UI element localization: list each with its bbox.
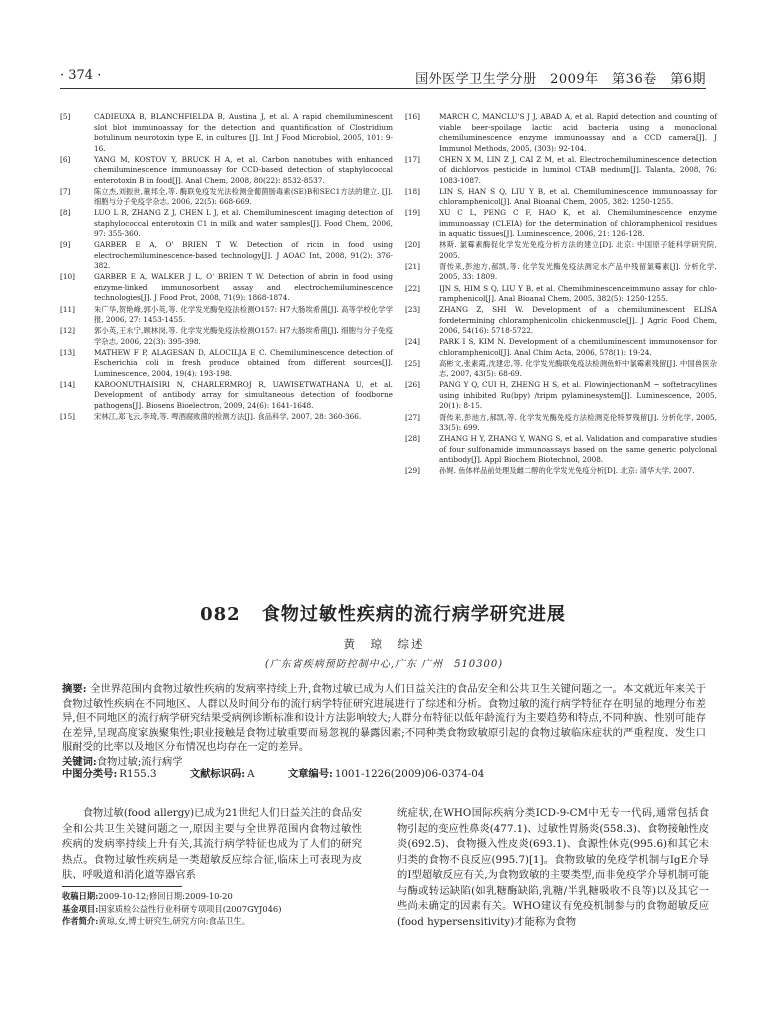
reference-text: ZHANG H Y, ZHANG Y, WANG S, et al. Validation and comparative studies of four sulfonamide immunoassays based on the same generic polyclonal antibody[J]. Appl Biochem Biotechnol, 2008. (439, 434, 717, 465)
fund-value: 国家质检公益性行业科研专项项目(2007GYJ046) (98, 903, 282, 914)
reference-number: [28] (405, 434, 420, 444)
reference-item (405, 112, 717, 154)
reference-number: [14] (60, 379, 75, 389)
author: 黄 琼 综述 (343, 637, 425, 651)
reference-number: [24] (405, 337, 420, 347)
running-header (60, 64, 706, 86)
reference-text: 高彬文,张素霞,沈建忠,等. 化学发光酶联免疫法检测鱼虾中氯霉素残留[J]. 中国兽医杂志, 2007, 43(5): 68-69. (439, 358, 717, 379)
reference-text: CADIEUXA B, BLANCHFIELDA B, Austina J, et al. A rapid chemiluminescent slot blot immunoassay for the detection and quantification of Clostridium botulinum neurotoxin type E, in cultures [J]. Int J Food Microbiol, 2005, 101: 9-16. (94, 112, 393, 153)
reference-number: [26] (405, 380, 420, 390)
reference-item (405, 305, 717, 337)
fund (62, 903, 372, 916)
reference-number: [10] (60, 272, 75, 282)
reference-text: XU C L, PENG C F, HAO K, et al. Chemiluminescence enzyme immunoassay (CLEIA) for the determination of chloramphenicol residues in aquatic tissues[J]. Luminescence, 2006, 21: 126-128. (439, 208, 717, 239)
reference-item (60, 272, 393, 304)
reference-item (60, 112, 393, 154)
fund-label: 基金项目: (62, 903, 99, 914)
reference-text: PARK I S, KIM N. Development of a chemiluminescent immunosensor for chloramphenicol[J]. Anal Chim Acta, 2006, 578(1): 19-24. (439, 337, 717, 357)
reference-item (60, 380, 393, 412)
reference-number: [9] (60, 240, 71, 250)
reference-item (405, 359, 717, 380)
reference-item (405, 284, 717, 305)
reference-item (60, 155, 393, 187)
reference-text: GARBER E A, WALKER J L, O' BRIEN T W. Detection of abrin in food using enzyme-linked immunosorbent assay and electrochemiluminescence technologies[J]. J Food Prot, 2008, 71(9): 1868-1874. (94, 272, 393, 303)
abstract-label: 摘要: (62, 683, 87, 695)
reference-item (60, 326, 393, 347)
reference-item (405, 380, 717, 412)
reference-text: 朱广华,贺艳峰,郭小英,等. 化学发光酶免疫法检测O157: H7大肠埃希菌[J]. 高等学校化学学报, 2006, 27: 1453-1455. (94, 304, 393, 325)
reference-number: [23] (405, 305, 420, 315)
reference-item (60, 305, 393, 326)
reference-text: GARBER E A, O' BRIEN T W. Detection of ricin in food using electrochemiluminescence-based technology[J]. J AOAC Int, 2008, 91(2): 376-382. (94, 240, 393, 271)
reference-number: [13] (60, 347, 75, 357)
body-text-left: 食物过敏(food allergy)已成为21世纪人们日益关注的食品安全和公共卫生关键问题之一,原因主要与全世界范围内食物过敏性疾病的发病率持续上升有关,其流行病学特征也成为了人们的研究热点。食物过敏性疾病是一类超敏反应综合征,临床上可表现为皮肤、呼吸道和消化道等器官系 (62, 807, 362, 881)
reference-number: [7] (60, 186, 71, 196)
reference-item (405, 187, 717, 208)
reference-item (405, 240, 717, 261)
abstract (62, 682, 706, 769)
body-text-right: 统症状,在WHO国际疾病分类ICD-9-CM中无专一代码,通常包括食物引起的变应性鼻炎(477.1)、过敏性胃肠炎(558.3)、食物接触性皮炎(692.5)、食物摄入性皮炎(693.1)、食源性休克(995.6)和其它未归类的食物不良反应(995.7)[1]。食物致敏的免疫学机制与IgE介导的Ⅰ型超敏反应有关,为食物致敏的主要类型,而非免疫学介导机制可能与酶或转运缺陷(如乳糖酶缺陷,乳糖/半乳糖吸收不良等)以及其它一些尚未确定的因素有关。WHO建议有免疫机制参与的食物超敏反应(food hypersensitivity)才能称为食物 (397, 807, 709, 928)
author-info (62, 915, 372, 928)
header-rule (60, 88, 706, 89)
reference-number: [19] (405, 208, 420, 218)
affiliation: (广东省疾病预防控制中心,广东 广州 510300) (264, 659, 504, 670)
article-no-value: 1001-1226(2009)06-0374-04 (334, 768, 485, 780)
reference-number: [21] (405, 261, 420, 271)
reference-text: YANG M, KOSTOV Y, BRUCK H A, et al. Carbon nanotubes with enhanced chemiluminescence immunoassay for CCD-based detection of staphylococcal enterotoxin B in food[J]. Anal Chem, 2008, 80(22): 8532-8537. (94, 154, 393, 185)
reference-text: 孙娓. 鱼体样品前处理及雌二醇的化学发光免疫分析[D]. 北京: 清华大学, 2007. (439, 466, 695, 476)
reference-text: KAROONUTHAISIRI N, CHARLERMROJ R, UAWISETWATHANA U, et al. Development of antibody array for simultaneous detection of foodborne pathogens[J]. Biosens Bioelectron, 2009, 24(6): 1641-1648. (94, 379, 393, 410)
references-left-column (60, 112, 393, 423)
reference-item (60, 240, 393, 272)
article-title-text: 食物过敏性疾病的流行病学研究进展 (261, 604, 566, 625)
reference-item (405, 466, 717, 477)
reference-text: CHEN X M, LIN Z J, CAI Z M, et al. Electrochemiluminescence detection of dichlorvos pesticide in luminol CTAB medium[J]. Talanta, 2008, 76: 1083-1087. (439, 154, 717, 185)
reference-text: LIN S, HAN S Q, LIU Y B, et al. Chemiluminescence immunoassay for chloramphenicol[J]. Anal Bioanal Chem, 2005, 382: 1250-1255. (439, 186, 717, 207)
footnotes (62, 890, 372, 928)
reference-item (60, 412, 393, 423)
article-number: 082 (200, 604, 241, 625)
reference-text: 陈立杰,刘振世,董邦全,等. 酶联免疫发光法检测金葡菌肠毒素(SE)B和SEC1方法的建立. [J]. 细胞与分子免疫学杂志, 2006, 22(5): 668-669. (94, 186, 393, 207)
received-label: 收稿日期: (62, 891, 99, 901)
reference-number: [22] (405, 283, 420, 293)
cls-label: 中图分类号: (62, 768, 118, 780)
reference-text: MATHEW F P, ALAGESAN D, ALOCILJA E C. Chemiluminescence detection of Escherichia coli in fresh produce obtained from different sources[J]. Luminescence, 2004, 19(4): 193-198. (94, 347, 393, 378)
reference-number: [20] (405, 240, 420, 250)
page-number: · 374 · (60, 68, 102, 83)
reference-item (60, 348, 393, 380)
reference-text: 林斯. 氯霉素酶促化学发光免疫分析方法的建立[D]. 北京: 中国原子能科学研究院, 2005. (439, 240, 717, 260)
reference-item (60, 208, 393, 240)
doc-code-value: A (247, 768, 255, 780)
received-date (62, 890, 372, 903)
reference-number: [27] (405, 412, 420, 422)
article-no-label: 文章编号: (287, 768, 333, 780)
reference-text: 郭小英,王永宁,顾林岗,等. 化学发光酶免疫法检测O157: H7大肠埃希菌[J]. 细胞与分子免疫学杂志, 2006, 22(3): 395-398. (94, 326, 393, 346)
reference-number: [12] (60, 326, 75, 336)
reference-number: [17] (405, 154, 420, 164)
reference-text: 宋林江,郑飞云,李琦,等. 啤酒腐败菌的检测方法[J]. 食品科学, 2007, 28: 360-366. (94, 411, 362, 421)
reference-text: PANG Y Q, CUI H, ZHENG H S, et al. FlowinjectionanM ~ softetracylines using inhibited Ru(bpy) /tripm pylaminesystem[J]. Luminescence, 2005, 20(1): 8-15. (439, 380, 717, 411)
reference-item (405, 413, 717, 434)
reference-number: [11] (60, 304, 75, 314)
author-info-value: 黄琼,女,博士研究生,研究方向:食品卫生。 (98, 916, 251, 926)
article-title (60, 600, 706, 626)
author-info-label: 作者简介: (62, 916, 99, 926)
reference-number: [16] (405, 112, 420, 121)
abstract-text: 全世界范围内食物过敏性疾病的发病率持续上升,食物过敏已成为人们日益关注的食品安全和公共卫生关键问题之一。本文就近年来关于食物过敏性疾病在不同地区、人群以及时间分布的流行病学特征研究进展进行了综述和分析。食物过敏的流行病学特征存在明显的地理分布差异,但不同地区的流行病学研究结果受病例诊断标准和设计方法影响较大;人群分布特征以低年龄流行为主要趋势和特点,不同种族、性别可能存在差异,呈现高度家族聚集性;职业接触是食物过敏重要而易忽视的暴露因素;不同种类食物致敏原引起的食物过敏临床症状的严重程度、发生口服耐受的比率以及地区分布情况也均存在一定的差异。 (62, 683, 706, 753)
classification-line (62, 765, 706, 780)
reference-number: [15] (60, 411, 75, 421)
keywords-text: 食物过敏;流行病学 (96, 755, 183, 768)
doc-code-label: 文献标识码: (189, 768, 246, 780)
reference-number: [8] (60, 208, 71, 218)
cls-value: R155.3 (119, 768, 157, 780)
reference-number: [5] (60, 112, 71, 121)
reference-text: IJN S, HIM S Q, LIU Y B, et al. Chemihminescenceimmuno assay for chlo-ramphenicol[J]. Anal Bioanal Chem, 2005, 382(5): 1250-1255. (439, 283, 717, 304)
references-right-column (405, 112, 717, 477)
reference-text: 胥传来,彭池方,郝凯,等. 化学发光酶免疫法测定水产品中残留氯霉素[J]. 分析化学, 2005, 33: 1809. (439, 261, 717, 282)
reference-item (405, 155, 717, 187)
reference-text: ZHANG Z, SHI W. Development of a chemiluminescent ELISA fordetermining chloramphenicolin chickenmuscle[J]. J Agric Food Chem, 2006, 54(16): 5718-5722. (439, 305, 717, 336)
reference-item (405, 262, 717, 283)
reference-item (405, 434, 717, 466)
received-value: 2009-10-12;修回日期:2009-10-20 (98, 891, 233, 901)
reference-number: [18] (405, 186, 420, 196)
keywords-label: 关键词: (62, 755, 97, 768)
reference-number: [29] (405, 466, 420, 476)
reference-text: MARCH C, MANCLU'S J J, ABAD A, et al. Rapid detection and counting of viable beer-spoilage lactic acid bacteria using a monoclonal chemiluminescence enzyme immunoassay and a CCD camera[J]. J Immunol Methods, 2005, (303): 92-104. (439, 112, 717, 153)
reference-text: 胥传来,彭池方,郝凯,等. 化学发光酶免疫方法检测克伦特罗残留[J]. 分析化学, 2005, 33(5): 699. (439, 412, 717, 433)
reference-number: [25] (405, 358, 420, 368)
reference-item (405, 208, 717, 240)
footnote-rule (62, 886, 182, 887)
reference-item (405, 337, 717, 358)
reference-number: [6] (60, 154, 71, 164)
reference-text: LUO L R, ZHANG Z J, CHEN L J, et al. Chemiluminescent imaging detection of staphylococcal enterotoxin C1 in milk and water samples[J]. Food Chem, 2006, 97: 355-360. (94, 208, 393, 239)
reference-item (60, 187, 393, 208)
journal-name: 国外医学卫生学分册 2009年 第36卷 第6期 (415, 72, 706, 87)
